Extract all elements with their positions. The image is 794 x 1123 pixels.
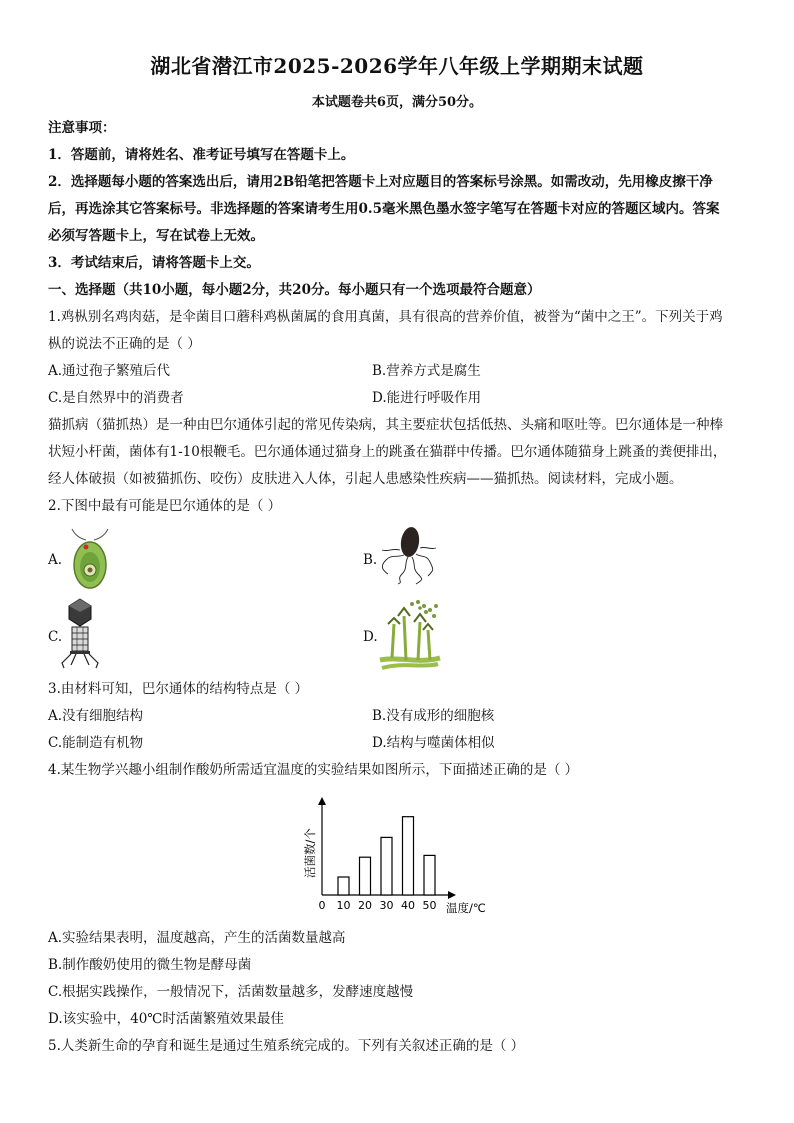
bar-10 (338, 877, 349, 895)
q2-option-a-label: A. (48, 552, 63, 568)
q4-option-b: B.制作酸奶使用的微生物是酵母菌 (48, 957, 252, 973)
q4-option-c: C.根据实践操作，一般情况下，活菌数量越多，发酵速度越慢 (48, 984, 414, 1000)
note-2-line-2: 后，再选涂其它答案标号。非选择题的答案请考生用0.5毫米黑色墨水签字笔写在答题卡对应的答题区域内。答案 (48, 201, 720, 217)
page-subtitle: 本试题卷共6页，满分50分。 (311, 95, 483, 110)
mold-fungus-icon (378, 598, 442, 670)
material-line-2: 状短小杆菌，菌体有1-10根鞭毛。巴尔通体通过猫身上的跳蚤在猫群中传播。巴尔通体随猫身上跳蚤的粪便排出， (48, 444, 727, 460)
note-2-line-3: 必须写答题卡上，写在试卷上无效。 (48, 228, 264, 244)
note-1: 1．答题前，请将姓名、准考证号填写在答题卡上。 (48, 147, 355, 163)
q1-option-d: D.能进行呼吸作用 (372, 390, 482, 406)
q2-option-b-label: B. (363, 552, 378, 568)
material-line-1: 猫抓病（猫抓热）是一种由巴尔通体引起的常见传染病，其主要症状包括低热、头痛和呕吐等。巴尔通体是一种棒 (48, 417, 723, 433)
q1-stem-line-1: 1.鸡枞别名鸡肉菇，是伞菌目口蘑科鸡枞菌属的食用真菌，具有很高的营养价值，被誉为“菌中之王”。下列关于鸡 (48, 309, 723, 325)
x-tick-label-30: 30 (379, 899, 394, 912)
temperature-bacteria-chart (290, 795, 510, 920)
q2-option-c-label: C. (48, 629, 63, 645)
note-3: 3．考试结束后，请将答题卡上交。 (48, 255, 260, 271)
q4-stem: 4.某生物学兴趣小组制作酸奶所需适宜温度的实验结果如图所示，下面描述正确的是（ ） (48, 762, 579, 778)
bar-20 (360, 857, 371, 895)
q2-stem: 2.下图中最有可能是巴尔通体的是（ ） (48, 498, 282, 514)
notes-heading: 注意事项： (48, 120, 116, 136)
q3-option-d: D.结构与噬菌体相似 (372, 735, 495, 751)
x-tick-label-20: 20 (358, 899, 372, 912)
alga-cell-icon (60, 525, 120, 590)
q1-option-b: B.营养方式是腐生 (372, 363, 481, 379)
material-line-3: 经人体破损（如被猫抓伤、咬伤）皮肤进入人体，引起人患感染性疾病——猫抓热。阅读材料，完成小题。 (48, 471, 683, 487)
q3-option-c: C.能制造有机物 (48, 735, 144, 751)
y-axis-arrow (318, 797, 326, 805)
x-axis-zero-label: 0 (318, 899, 326, 912)
bacterium-icon (378, 522, 438, 587)
bar-50 (424, 855, 435, 895)
x-tick-label-50: 50 (422, 899, 437, 912)
note-2-line-1: 2．选择题每小题的答案选出后，请用2B铅笔把答题卡上对应题目的答案标号涂黑。如需改动，先用橡皮擦干净 (48, 174, 713, 190)
x-axis-arrow (448, 891, 456, 899)
q3-stem: 3.由材料可知，巴尔通体的结构特点是（ ） (48, 681, 309, 697)
q3-option-b: B.没有成形的细胞核 (372, 708, 495, 724)
q1-option-a: A.通过孢子繁殖后代 (48, 363, 171, 379)
x-tick-label-40: 40 (401, 899, 415, 912)
x-tick-label-10: 10 (336, 899, 351, 912)
q4-option-d: D.该实验中，40℃时活菌繁殖效果最佳 (48, 1011, 284, 1027)
bacteriophage-icon (58, 597, 102, 669)
q5-stem: 5.人类新生命的孕育和诞生是通过生殖系统完成的。下列有关叙述正确的是（ ） (48, 1038, 525, 1054)
section-1-heading: 一、选择题（共10小题，每小题2分，共20分。每小题只有一个选项最符合题意） (48, 282, 541, 298)
q1-stem-line-2: 枞的说法不正确的是（ ） (48, 336, 201, 352)
y-axis-label: 活菌数/个 (303, 828, 317, 878)
q3-option-a: A.没有细胞结构 (48, 708, 144, 724)
q1-option-c: C.是自然界中的消费者 (48, 390, 184, 406)
bar-30 (381, 837, 392, 895)
x-axis-label: 温度/℃ (446, 901, 486, 915)
q4-option-a: A.实验结果表明，温度越高，产生的活菌数量越高 (48, 930, 346, 946)
bar-40 (403, 817, 414, 895)
page-title: 湖北省潜江市2025-2026学年八年级上学期期末试题 (150, 54, 644, 78)
q2-option-d-label: D. (363, 629, 378, 645)
